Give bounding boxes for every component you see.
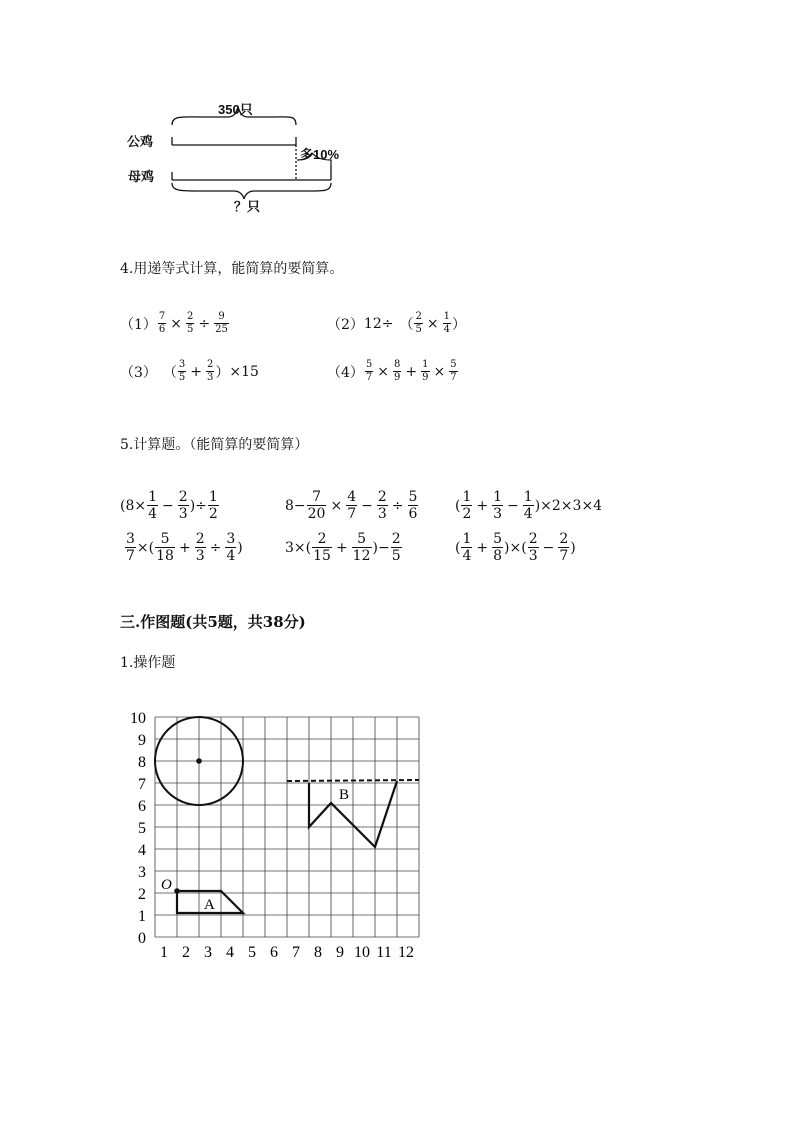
origin-label: O [161,877,172,893]
y-tick-label: 4 [138,842,146,859]
section-3-title: 三.作图题(共5题，共38分) [120,613,306,631]
x-tick-label: 6 [270,944,278,961]
fraction: $\frac{2}{3}$ [195,531,205,564]
q4-problem-4 [327,360,459,383]
rooster-label: 公鸡 [127,134,154,149]
expression-text: )÷ [189,497,207,514]
expression-text: ) [570,539,576,556]
q5-expression-5 [285,532,403,563]
operator: × [330,497,343,514]
x-axis-labels [160,944,414,961]
fraction: $\frac{2}{5}$ [391,531,401,564]
fraction: $\frac{2}{5}$ [187,311,194,335]
expression-text: 12÷ [363,315,394,332]
y-tick-label: 9 [138,732,146,749]
paren: （ [162,364,177,381]
dashed-line [287,780,419,781]
circle-center-point [196,758,202,764]
expression-text: ( [455,497,461,514]
expression-text: ×15 [229,363,259,380]
y-tick-label: 1 [138,908,146,925]
point-o [174,888,180,894]
operator: − [162,497,174,514]
y-axis-labels [130,710,146,947]
x-tick-label: 10 [354,944,370,961]
x-tick-label: 12 [398,944,414,961]
more-percent-label: 多10% [300,147,340,162]
fraction: $\frac{1}{9}$ [422,359,429,383]
y-tick-label: 8 [138,754,146,771]
x-tick-label: 7 [292,944,300,961]
hen-count: ？只 [234,199,261,214]
operator: + [405,363,418,380]
x-tick-label: 5 [248,944,256,961]
fraction: $\frac{9}{25}$ [215,311,228,335]
fraction: $\frac{5}{8}$ [493,531,503,564]
q4-title: 4.用递等式计算，能简算的要简算。 [120,261,344,277]
x-tick-label: 9 [336,944,344,961]
paren: ） [451,316,466,333]
expression-text: 3×( [285,539,312,556]
fraction: $\frac{2}{5}$ [415,311,422,335]
q5-expression-6 [455,532,576,563]
fraction: $\frac{1}{3}$ [493,489,503,522]
operator: − [507,497,519,514]
expression-text: )− [372,539,390,556]
problem-label: （2） [327,316,364,333]
x-tick-label: 11 [376,944,392,961]
expression-text: ) [237,539,243,556]
fraction: $\frac{1}{4}$ [523,489,533,522]
operator: ÷ [391,497,404,514]
q4-problem-3 [120,360,259,383]
rooster-count: 350只 [218,102,253,117]
fraction: $\frac{7}{20}$ [307,489,326,522]
operator: − [542,539,555,556]
fraction: $\frac{1}{4}$ [462,531,472,564]
paren: （ [399,316,414,333]
operator: + [178,539,191,556]
operator: × [170,315,183,332]
y-tick-label: 10 [130,710,146,727]
x-tick-label: 3 [204,944,212,961]
problem-label: （3） [120,364,157,381]
shape-b-label: B [339,787,350,803]
operator: + [190,363,203,380]
operator: + [335,539,348,556]
expression-text: )×( [504,539,527,556]
fraction: $\frac{4}{7}$ [347,489,357,522]
x-tick-label: 1 [160,944,168,961]
fraction: $\frac{2}{3}$ [207,359,214,383]
fraction: $\frac{2}{15}$ [313,531,331,564]
fraction: $\frac{3}{4}$ [226,531,236,564]
q4-problem-1 [120,312,230,335]
fraction: $\frac{5}{18}$ [156,531,174,564]
x-tick-label: 8 [314,944,322,961]
fraction: $\frac{5}{12}$ [352,531,371,564]
y-tick-label: 2 [138,886,146,903]
fraction: $\frac{5}{6}$ [408,489,418,522]
operator: × [377,363,390,380]
fraction: $\frac{2}{3}$ [528,531,538,564]
y-tick-label: 7 [138,776,146,793]
y-tick-label: 3 [138,864,146,881]
operator: × [426,315,439,332]
fraction: $\frac{1}{2}$ [208,489,218,522]
y-tick-label: 6 [138,798,146,815]
fraction: $\frac{1}{4}$ [443,311,450,335]
fraction: $\frac{7}{6}$ [158,311,166,335]
coordinate-grid [120,700,440,965]
operator: − [361,497,373,514]
problem-label: （1） [120,316,157,333]
x-tick-label: 4 [226,944,234,961]
operator: ÷ [209,539,222,556]
fraction: $\frac{5}{7}$ [365,359,373,383]
y-tick-label: 5 [138,820,146,837]
grid-lines [155,717,419,937]
expression-text: 8− [285,497,306,514]
q5-title: 5.计算题。（能简算的要简算） [120,437,309,453]
operator: + [476,497,489,514]
fraction: $\frac{2}{3}$ [178,489,188,522]
q5-expression-4 [124,532,243,563]
q5-expression-2 [285,490,419,521]
q4-problem-2 [327,312,466,335]
expression-text: )×2×3×4 [534,497,603,514]
expression-text: (8× [120,497,147,514]
section-3-q1-title: 1.操作题 [120,655,176,671]
fraction: $\frac{8}{9}$ [394,359,401,383]
operator: + [476,539,489,556]
problem-label: （4） [327,364,364,381]
shape-a-label: A [204,897,215,913]
hen-label: 母鸡 [128,169,155,184]
fraction: $\frac{1}{4}$ [148,489,158,522]
q5-expression-3 [455,490,602,521]
operator: × [433,363,446,380]
x-tick-label: 2 [182,944,190,961]
q5-expression-1 [120,490,220,521]
fraction: $\frac{3}{7}$ [126,531,135,564]
y-tick-label: 0 [138,930,146,947]
fraction: $\frac{2}{3}$ [377,489,387,522]
paren: ） [215,364,230,381]
expression-text: ×( [136,539,155,556]
fraction: $\frac{5}{7}$ [450,359,457,383]
fraction: $\frac{2}{7}$ [559,531,569,564]
operator: ÷ [198,315,211,332]
fraction: $\frac{3}{5}$ [178,359,186,383]
fraction: $\frac{1}{2}$ [462,489,472,522]
expression-text: ( [455,539,461,556]
